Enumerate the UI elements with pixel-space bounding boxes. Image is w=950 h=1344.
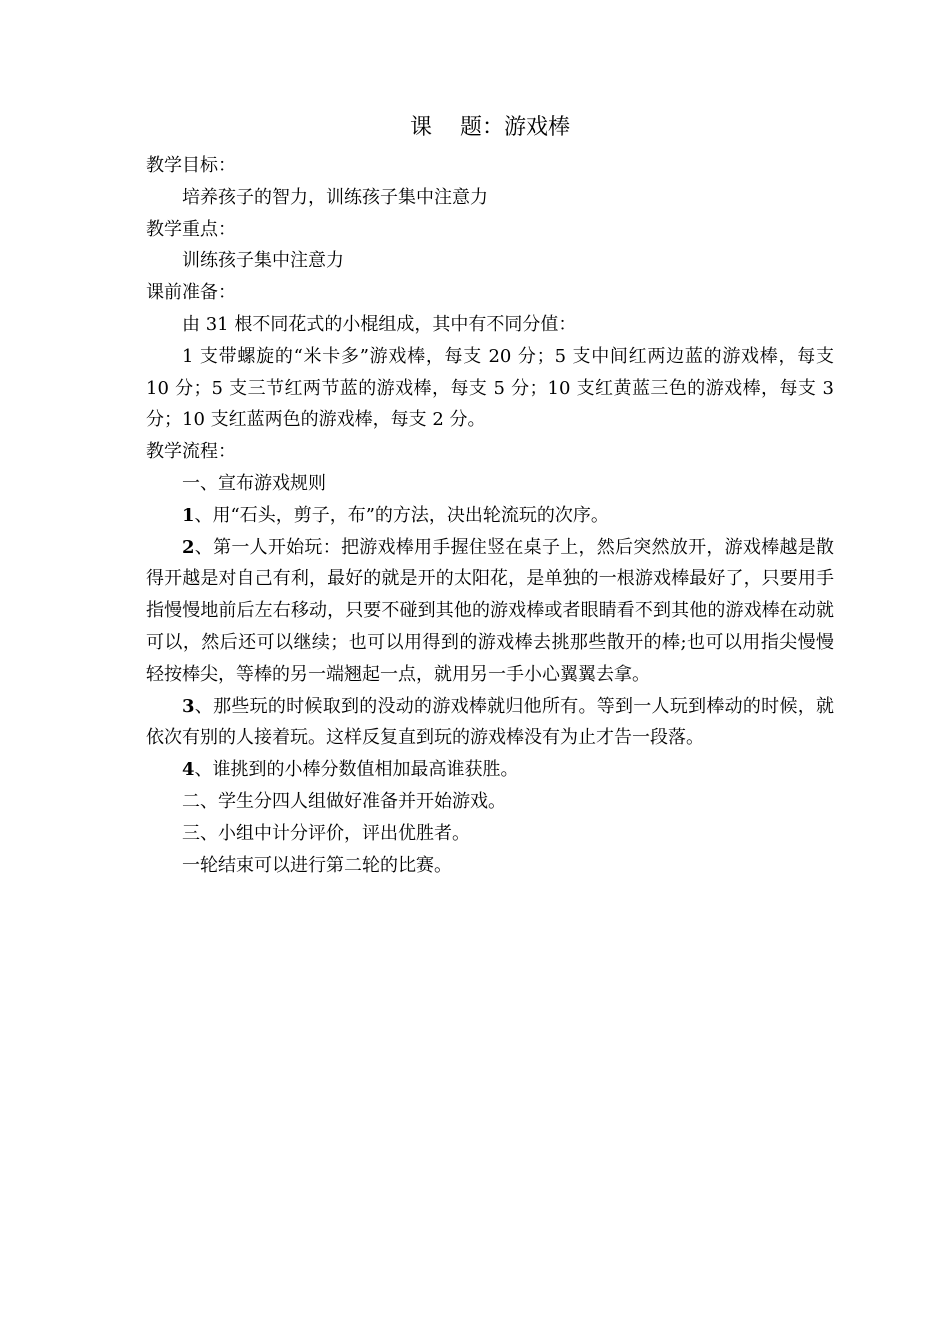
rule-3 bbox=[146, 691, 834, 755]
rule-3-text: 、那些玩的时候取到的没动的游戏棒就归他所有。等到一人玩到棒动的时候，就依次有别的人接着玩。这样反复直到玩的游戏棒没有为止才告一段落。 bbox=[146, 695, 834, 749]
closing-text: 一轮结束可以进行第二轮的比赛。 bbox=[182, 854, 452, 876]
rule-1-text: 、用“石头，剪子，布”的方法，决出轮流玩的次序。 bbox=[194, 504, 609, 526]
prep-text-1: 由 31 根不同花式的小棍组成，其中有不同分值： bbox=[182, 313, 577, 335]
flow-heading: 教学流程： bbox=[146, 441, 236, 463]
step1-heading: 一、宣布游戏规则 bbox=[182, 472, 326, 494]
rule-4 bbox=[146, 754, 834, 786]
rule-3-number: 3 bbox=[182, 695, 195, 717]
title-left: 课 bbox=[409, 115, 432, 140]
page-title bbox=[146, 112, 834, 144]
rule-1-number: 1 bbox=[182, 504, 195, 526]
step-2: 二、学生分四人组做好准备并开始游戏。 bbox=[182, 790, 506, 812]
lesson-plan-page bbox=[146, 112, 834, 881]
goal-heading: 教学目标： bbox=[146, 155, 236, 176]
goal-text: 培养孩子的智力，训练孩子集中注意力 bbox=[182, 186, 488, 208]
rule-2 bbox=[146, 532, 834, 691]
rule-2-text: 、第一人开始玩：把游戏棒用手握住竖在桌子上，然后突然放开，游戏棒越是散得开越是对自己有利，最好的就是开的太阳花，是单独的一根游戏棒最好了，只要用手指慢慢地前后左右移动，只要不碰到其他的游戏棒或者眼睛看不到其他的游戏棒在动就可以，然后还可以继续；也可以用得到的游戏棒去挑那些散开的棒;也可以用指尖慢慢轻按棒尖，等棒的另一端翘起一点，就用另一手小心翼翼去拿。 bbox=[146, 536, 834, 685]
focus-text: 训练孩子集中注意力 bbox=[182, 250, 344, 272]
prep-heading: 课前准备： bbox=[146, 282, 236, 304]
rule-4-number: 4 bbox=[182, 759, 195, 781]
step-3: 三、小组中计分评价，评出优胜者。 bbox=[182, 822, 470, 844]
rule-1 bbox=[146, 500, 834, 532]
rule-2-number: 2 bbox=[182, 536, 195, 558]
focus-heading: 教学重点： bbox=[146, 218, 236, 240]
prep-text-2: 1 支带螺旋的“米卡多”游戏棒，每支 20 分；5 支中间红两边蓝的游戏棒，每支 10 分；5 支三节红两节蓝的游戏棒，每支 5 分；10 支红黄蓝三色的游戏棒，每支 3 分；10 支红蓝两色的游戏棒，每支 2 分。 bbox=[146, 345, 834, 431]
rule-4-text: 、谁挑到的小棒分数值相加最高谁获胜。 bbox=[194, 759, 519, 781]
title-right: 题：游戏棒 bbox=[460, 115, 571, 140]
